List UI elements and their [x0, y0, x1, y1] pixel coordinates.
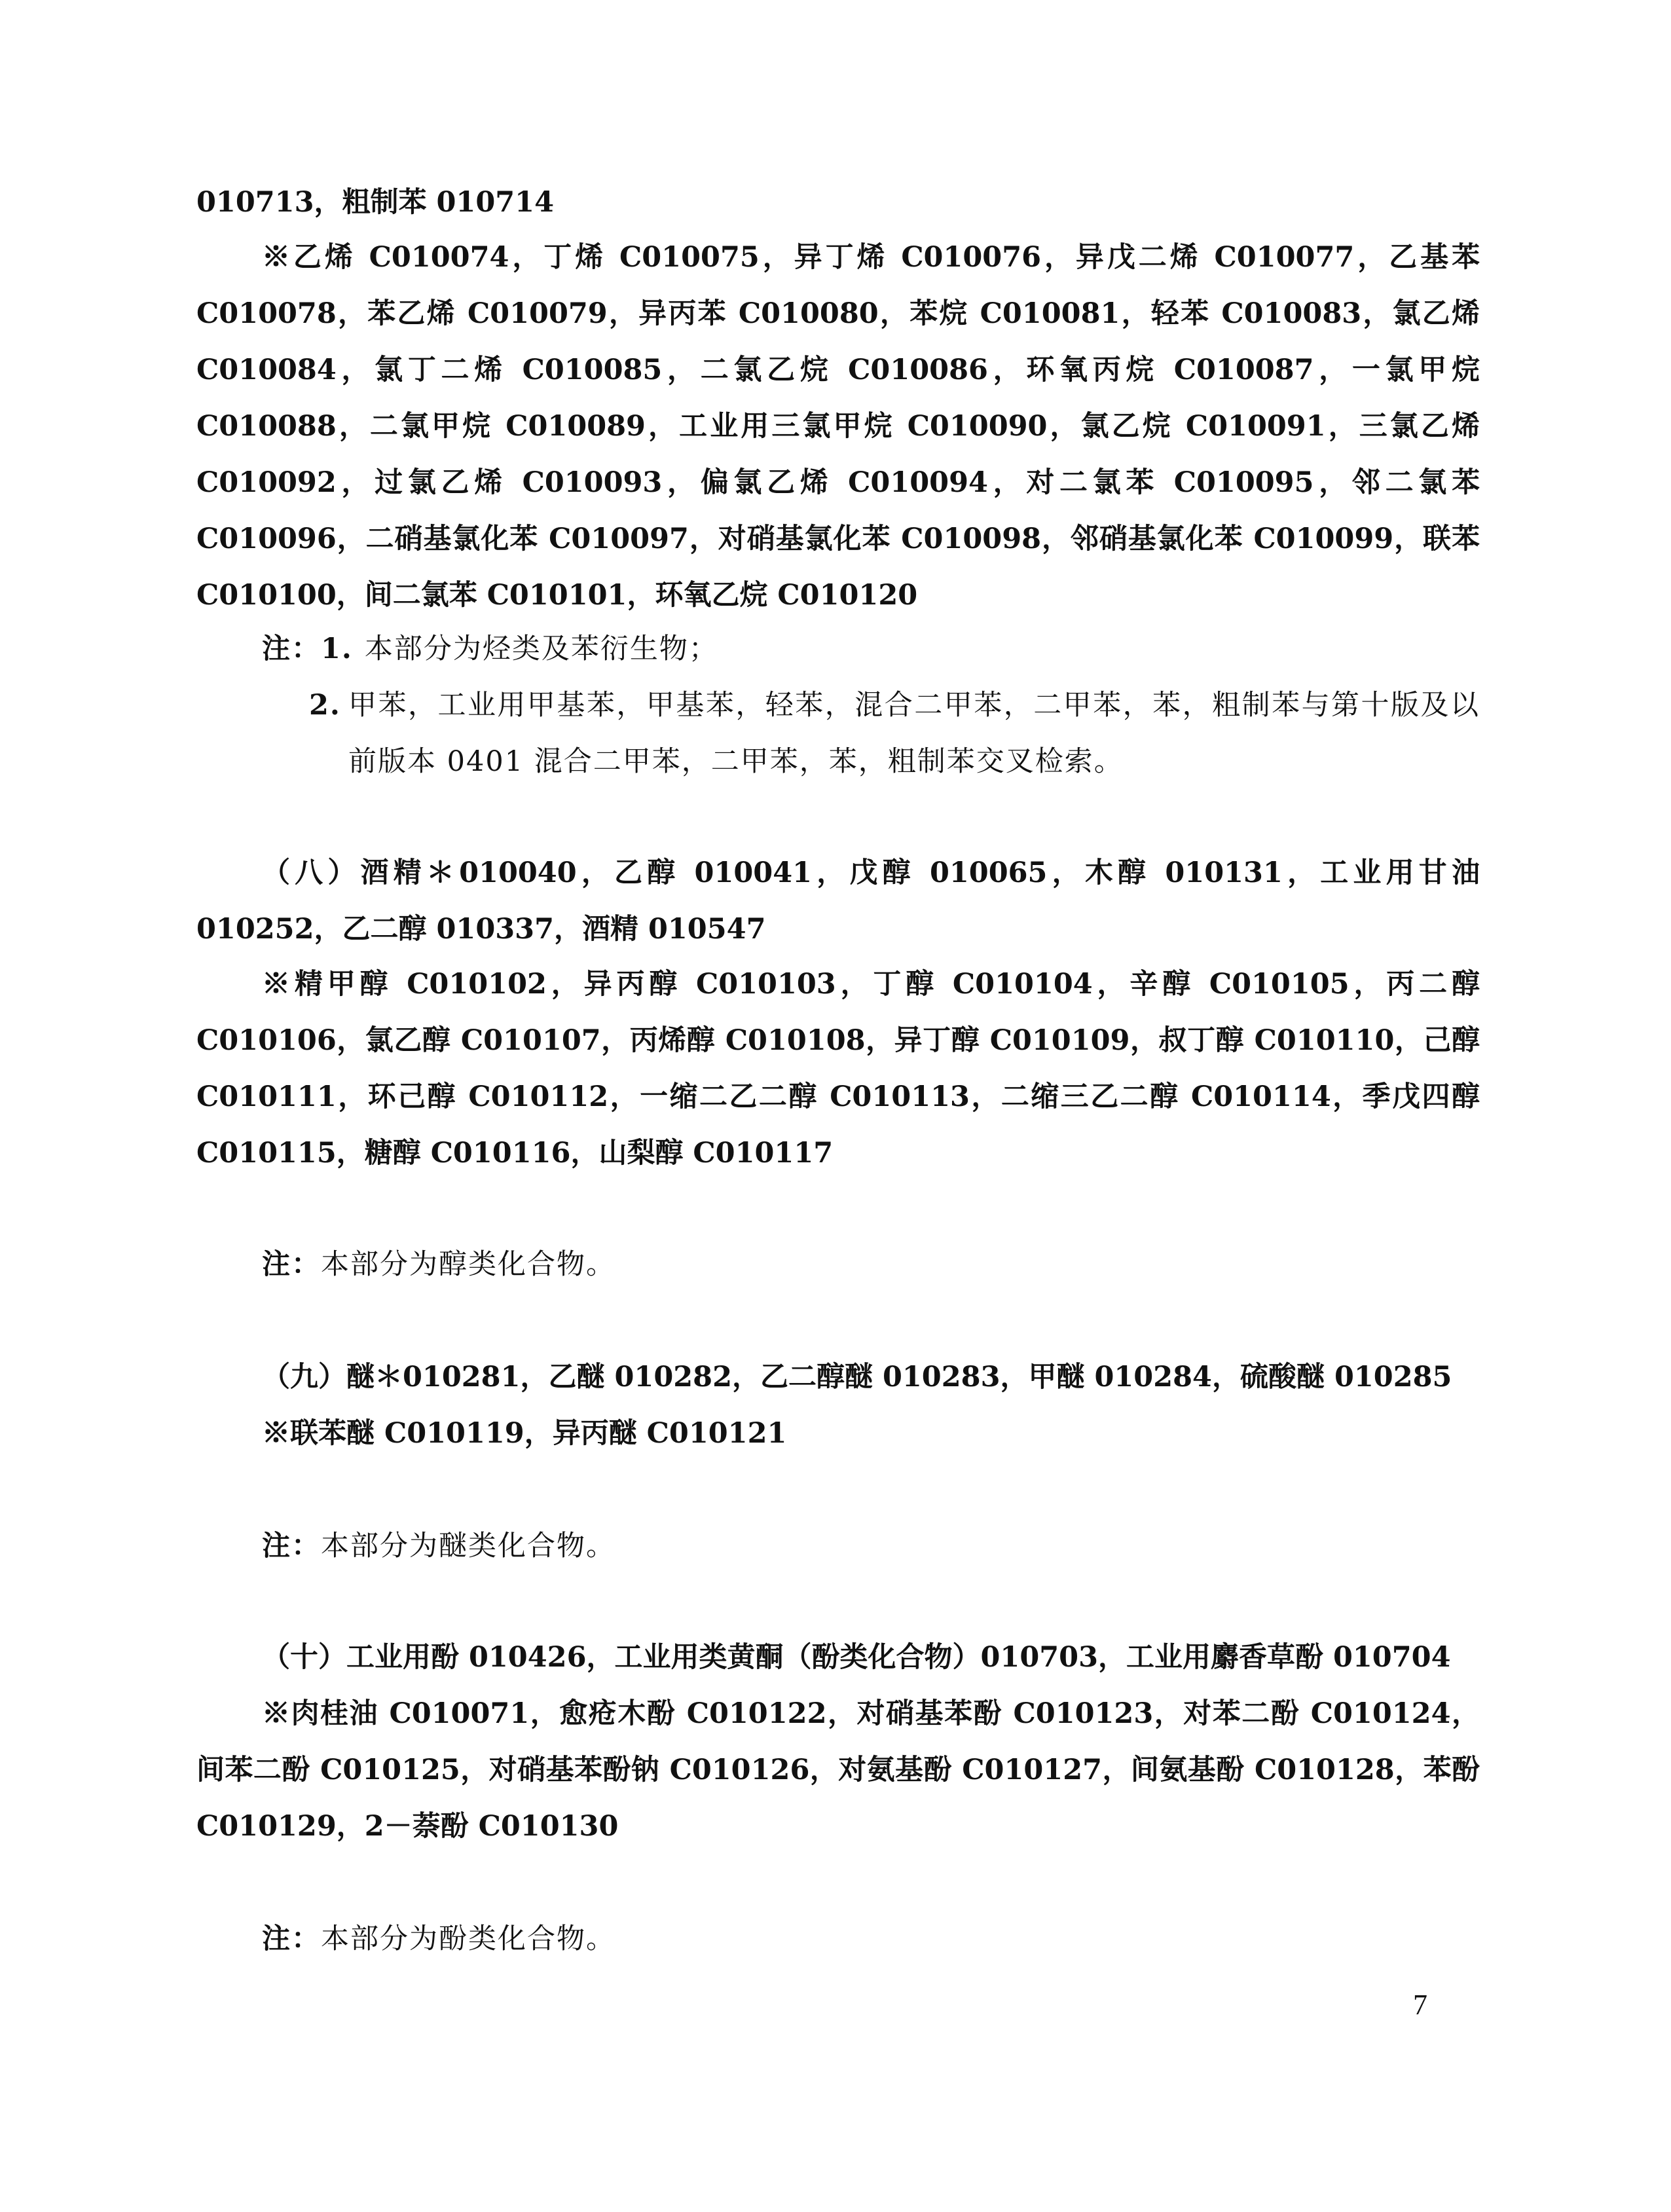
page-number: 7 — [1413, 1989, 1427, 2021]
note-label: 注： — [262, 1530, 321, 1562]
note-text: 本部分为醚类化合物。 — [321, 1530, 615, 1562]
note-label: 注： — [262, 1923, 321, 1955]
ethers-main-paragraph: （九）醚＊010281，乙醚 010282，乙二醇醚 010283，甲醚 010284，硫酸醚 010285 — [262, 1361, 1452, 1393]
note-item-number: 1. — [321, 633, 353, 665]
phenols-extra-paragraph: ※肉桂油 C010071，愈疮木酚 C010122，对硝基苯酚 C010123，对苯二酚 C010124，间苯二酚 C010125，对硝基苯酚钠 C010126，对氨基酚 C010127，间氨基酚 C010128，苯酚 C010129，2－萘酚 C010130 — [196, 1697, 1480, 1843]
hydrocarbons-extra-paragraph: ※乙烯 C010074，丁烯 C010075，异丁烯 C010076，异戊二烯 C010077，乙基苯 C010078，苯乙烯 C010079，异丙苯 C010080，苯烷 C010081，轻苯 C010083，氯乙烯 C010084，氯丁二烯 C010085，二氯乙烷 C010086，环氧丙烷 C010087，一氯甲烷 C010088，二氯甲烷 C010089，工业用三氯甲烷 C010090，氯乙烷 C010091，三氯乙烯 C010092，过氯乙烯 C010093，偏氯乙烯 C010094，对二氯苯 C010095，邻二氯苯 C010096，二硝基氯化苯 C010097，对硝基氯化苯 C010098，邻硝基氯化苯 C010099，联苯 C010100，间二氯苯 C010101，环氧乙烷 C010120 — [196, 241, 1480, 612]
hydrocarbons-tail-text: 010713，粗制苯 010714 — [196, 186, 555, 219]
alcohols-extra-paragraph: ※精甲醇 C010102，异丙醇 C010103，丁醇 C010104，辛醇 C010105，丙二醇 C010106，氯乙醇 C010107，丙烯醇 C010108，异丁醇 C010109，叔丁醇 C010110，己醇 C010111，环己醇 C010112，一缩二乙二醇 C010113，二缩三乙二醇 C010114，季戊四醇 C010115，糖醇 C010116，山梨醇 C010117 — [196, 968, 1480, 1170]
note-text: 本部分为醇类化合物。 — [321, 1248, 615, 1281]
note-item-2 — [196, 677, 1480, 790]
note-label: 注： — [262, 633, 321, 665]
note-text: 本部分为酚类化合物。 — [321, 1923, 615, 1955]
ethers-extra-paragraph: ※联苯醚 C010119，异丙醚 C010121 — [262, 1417, 787, 1450]
note-item-text: 甲苯，工业用甲基苯，甲基苯，轻苯，混合二甲苯，二甲苯，苯，粗制苯与第十版及以前版本 0401 混合二甲苯，二甲苯，苯，粗制苯交叉检索。 — [348, 689, 1480, 778]
note-item-number: 2. — [309, 689, 341, 722]
note-item-1 — [196, 621, 1480, 677]
ethers-note — [196, 1518, 1480, 1574]
phenols-main-paragraph: （十）工业用酚 010426，工业用类黄酮（酚类化合物）010703，工业用麝香草酚 010704 — [262, 1641, 1451, 1674]
hydrocarbons-note — [196, 621, 1480, 790]
note-item-text: 本部分为烃类及苯衍生物； — [364, 633, 718, 665]
phenols-note — [196, 1911, 1480, 1967]
note-label: 注： — [262, 1248, 321, 1281]
alcohols-main-paragraph: （八）酒精＊010040，乙醇 010041，戊醇 010065，木醇 010131，工业用甘油 010252，乙二醇 010337，酒精 010547 — [196, 857, 1480, 946]
alcohols-note — [196, 1236, 1480, 1293]
